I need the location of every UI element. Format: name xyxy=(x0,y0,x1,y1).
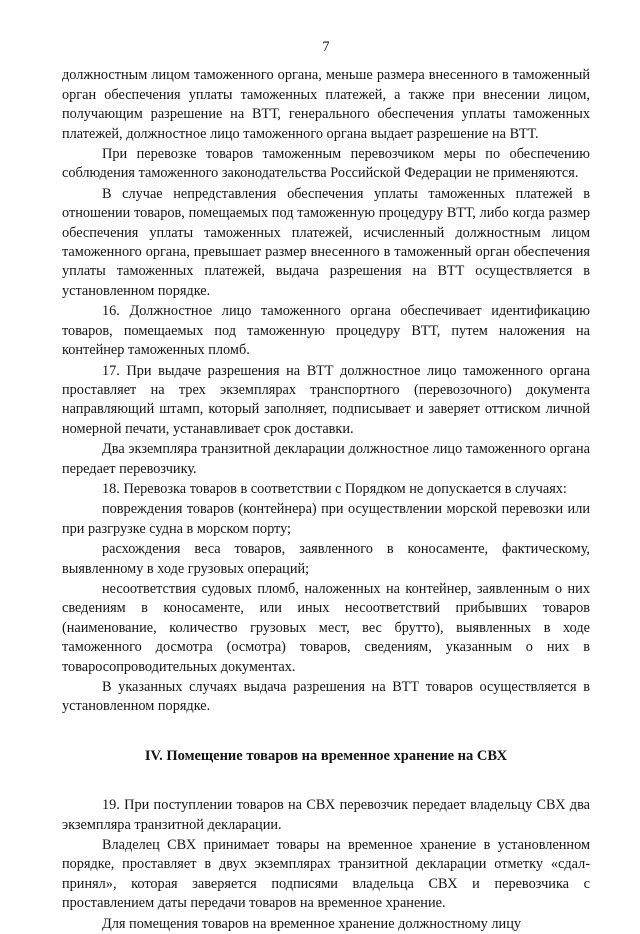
paragraph-item-18: 18. Перевозка товаров в соответствии с Порядком не допускается в случаях: xyxy=(102,480,567,497)
list-item: несоответствия судовых пломб, наложенных на контейнер, заявленным о них сведениям в коносаменте, или иных несоответствий прибывших товаров (наименование, количество грузовых мест, вес брутто), выявленных в ходе таможенного досмотра (осмотра) товаров, сведениям, указанным о них в товаросопроводительных документах. xyxy=(62,580,590,675)
paragraph-item-16: 16. Должностное лицо таможенного органа обеспечивает идентификацию товаров, помещаемых под таможенную процедуру ВТТ, путем наложения на контейнер таможенных пломб. xyxy=(62,303,590,359)
paragraph: Владелец СВХ принимает товары на временное хранение в установленном порядке, проставляет в двух экземплярах транзитной декларации отметку «сдал-принял», которая заверяется подписями владельца СВХ и перевозчика с проставлением даты передачи товаров на временное хранение. xyxy=(62,837,590,912)
list-item: повреждения товаров (контейнера) при осуществлении морской перевозки или при разгрузке судна в морском порту; xyxy=(62,501,590,537)
paragraph: Два экземпляра транзитной декларации должностное лицо таможенного органа передает перевозчику. xyxy=(62,441,590,477)
section-heading: IV. Помещение товаров на временное хранение на СВХ xyxy=(144,747,508,764)
page-number: 7 xyxy=(322,39,330,55)
paragraph-item-19: 19. При поступлении товаров на СВХ перевозчик передает владельцу СВХ два экземпляра транзитной декларации. xyxy=(62,797,590,833)
paragraph: В указанных случаях выдача разрешения на ВТТ товаров осуществляется в установленном порядке. xyxy=(62,679,590,715)
paragraph: Для помещения товаров на временное хранение должностному лицу xyxy=(102,915,521,932)
list-item: расхождения веса товаров, заявленного в коносаменте, фактическому, выявленному в ходе грузовых операций; xyxy=(62,541,590,577)
paragraph: В случае непредставления обеспечения уплаты таможенных платежей в отношении товаров, помещаемых под таможенную процедуру ВТТ, либо когда размер обеспечения уплаты таможенных платежей, исчисленный должностным лицом таможенного органа, превышает размер внесенного в таможенный орган обеспечения уплаты таможенных платежей, выдача разрешения на ВТТ осуществляется в установленном порядке. xyxy=(62,185,590,299)
paragraph: При перевозке товаров таможенным перевозчиком меры по обеспечению соблюдения таможенного законодательства Российской Федерации не применяются. xyxy=(62,146,590,182)
paragraph-item-17: 17. При выдаче разрешения на ВТТ должностное лицо таможенного органа проставляет на трех экземплярах транспортного (перевозочного) документа направляющий штамп, который заполняет, подписывает и заверяет оттиском личной номерной печати, устанавливает срок доставки. xyxy=(62,362,590,437)
paragraph: должностным лицом таможенного органа, меньше размера внесенного в таможенный орган обеспечения уплаты таможенных платежей, а также при внесении лицом, получающим разрешение на ВТТ, генерального обеспечения уплаты таможенных платежей, должностное лицо таможенного органа выдает разрешение на ВТТ. xyxy=(62,67,590,142)
